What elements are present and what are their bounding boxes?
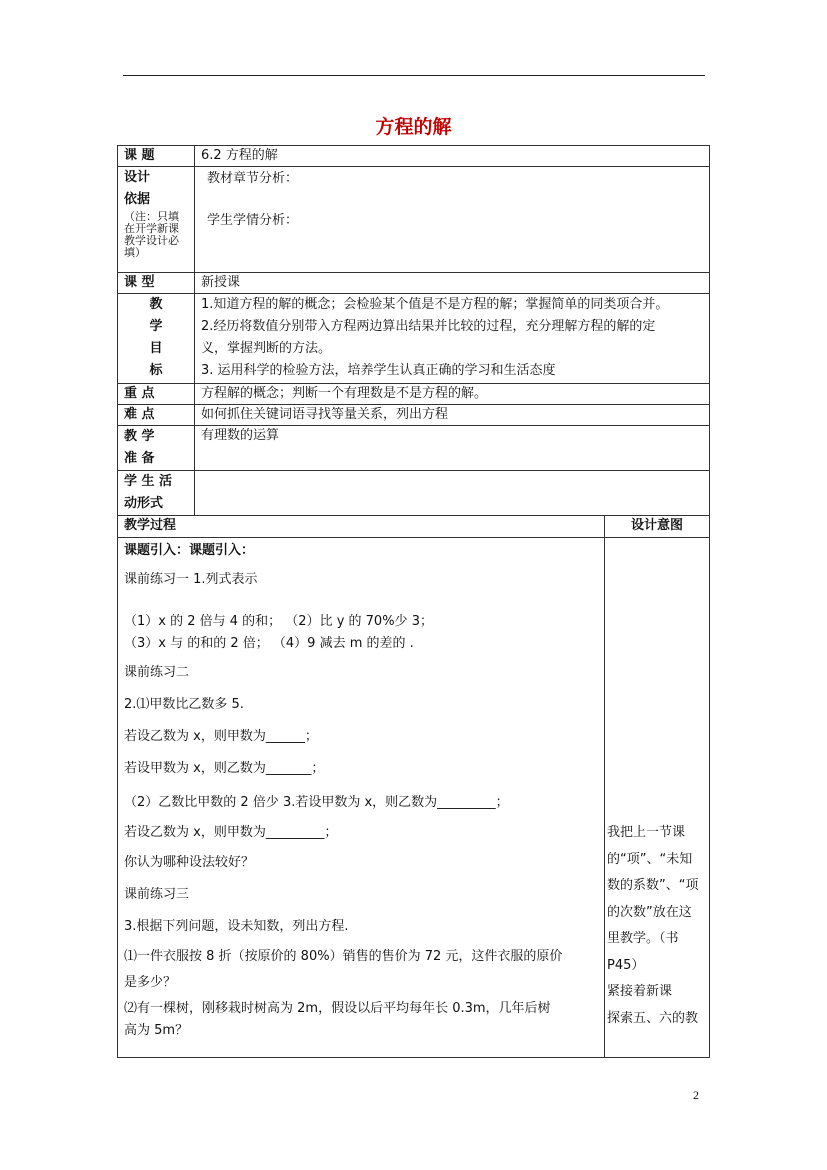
intent-line: 探索五、六的教	[607, 1010, 699, 1026]
textbook-analysis-label: 教材章节分析：	[207, 171, 299, 186]
page-number: 2	[693, 1088, 699, 1102]
process-line: 课前练习二	[124, 665, 190, 680]
activity-value	[195, 471, 710, 516]
activity-label-line: 学 生 活	[124, 474, 173, 489]
process-line: （2）乙数比甲数的 2 倍少 3.若设甲数为 x，则乙数为_________；	[124, 795, 509, 810]
process-line	[124, 590, 604, 610]
basis-note: （注：只填在开学新课教学设计必填）	[124, 210, 179, 259]
intent-line: 我把上一节课	[607, 825, 686, 840]
activity-label	[118, 471, 195, 516]
basis-label-cell	[118, 167, 195, 273]
goals-content	[195, 294, 710, 384]
intent-content	[605, 538, 710, 1058]
goals-label-char: 学	[149, 319, 163, 334]
process-line: 课前练习三	[124, 887, 190, 902]
lesson-info-table	[117, 145, 710, 516]
prep-label-line: 准 备	[124, 451, 155, 466]
process-line: 2.⑴甲数比乙数多 5.	[124, 697, 244, 712]
activity-label-line: 动形式	[124, 496, 164, 511]
process-line: 若设甲数为 x，则乙数为_______；	[124, 761, 325, 776]
process-content	[118, 538, 605, 1058]
student-analysis-label: 学生学情分析：	[207, 213, 299, 228]
process-line: 若设乙数为 x，则甲数为_________；	[124, 825, 338, 840]
process-line: （3）x 与 的和的 2 倍； （4）9 减去 m 的差的 .	[124, 636, 414, 651]
type-value: 新授课	[195, 273, 710, 294]
process-header: 教学过程	[118, 516, 605, 538]
process-line: 若设乙数为 x，则甲数为______；	[124, 729, 318, 744]
type-label: 课 型	[118, 273, 195, 294]
goals-label-char: 标	[149, 363, 163, 378]
goal-line: 2.经历将数值分别带入方程两边算出结果并比较的过程，充分理解方程的解的定	[201, 319, 656, 334]
process-line: 是多少？	[124, 975, 177, 990]
basis-content	[195, 167, 710, 273]
intent-header: 设计意图	[605, 516, 710, 538]
goals-label-char: 目	[149, 341, 163, 356]
intent-line: 紧接着新课	[607, 984, 673, 999]
difficulty-label: 难 点	[118, 405, 195, 426]
difficulty-value: 如何抓住关键词语寻找等量关系，列出方程	[195, 405, 710, 426]
goals-label	[118, 294, 195, 384]
intent-line: 的“项”、“未知	[607, 851, 693, 867]
process-line: 你认为哪种设法较好？	[124, 855, 255, 870]
teaching-process-table	[117, 515, 710, 1058]
intent-line: 的次数”放在这	[607, 904, 692, 920]
goal-line: 1.知道方程的解的概念；会检验某个值是不是方程的解；掌握简单的同类项合并。	[201, 297, 669, 312]
process-line: ⑵有一棵树，刚移栽时树高为 2m，假设以后平均每年长 0.3m，几年后树	[124, 1001, 551, 1016]
goal-line: 3. 运用科学的检验方法，培养学生认真正确的学习和生活态度	[201, 363, 556, 378]
intent-line: P45）	[607, 957, 645, 973]
process-line: 课题引入：课题引入：	[124, 543, 255, 558]
process-line: 3.根据下列问题，设未知数，列出方程.	[124, 919, 349, 934]
goal-line: 义，掌握判断的方法。	[201, 341, 332, 356]
process-line: 高为 5m？	[124, 1023, 189, 1038]
process-line: （1）x 的 2 倍与 4 的和； （2）比 y 的 70%少 3；	[124, 614, 433, 629]
prep-label-line: 教 学	[124, 429, 155, 444]
intent-line: 数的系数”、“项	[607, 878, 699, 893]
key-label: 重 点	[118, 384, 195, 405]
intent-line: 里教学。（书	[607, 931, 679, 946]
basis-label: 设计依据	[124, 170, 151, 207]
header-rule	[123, 75, 705, 76]
process-line: ⑴一件衣服按 8 折（按原价的 80%）销售的售价为 72 元，这件衣服的原价	[124, 949, 563, 964]
topic-label: 课 题	[118, 146, 195, 167]
intent-text	[605, 820, 709, 1032]
topic-value: 6.2 方程的解	[195, 146, 710, 167]
document-title: 方程的解	[375, 116, 452, 138]
prep-label	[118, 426, 195, 471]
goals-label-char: 教	[149, 297, 163, 312]
process-line: 课前练习一 1.列式表示	[124, 572, 258, 587]
prep-value: 有理数的运算	[195, 426, 710, 471]
key-value: 方程解的概念；判断一个有理数是不是方程的解。	[195, 384, 710, 405]
